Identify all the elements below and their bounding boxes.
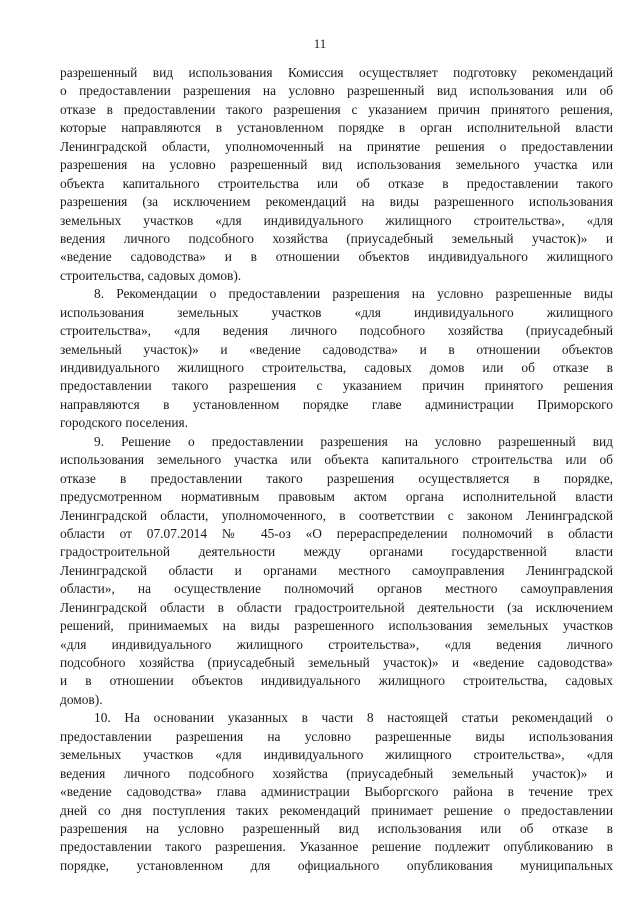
text-line: предусмотренном нормативным правовым актом органа исполнительной власти xyxy=(60,489,613,505)
text-line: «ведение садоводства» и в отношении объектов индивидуального жилищного xyxy=(60,249,613,265)
text-line: «для индивидуального жилищного строительства», «для ведения личного xyxy=(60,636,613,652)
text-line: о предоставлении разрешения на условно разрешенный вид использования или об xyxy=(60,83,613,99)
text-line: порядке, установленном для официального опубликования муниципальных xyxy=(60,857,613,873)
text-line: разрешенный вид использования Комиссия осуществляет подготовку рекомендаций xyxy=(60,65,613,80)
text-line: земельных участков «для индивидуального жилищного строительства», «для xyxy=(60,212,613,228)
text-line: области от 07.07.2014 № 45-оз «О перераспределении полномочий в области xyxy=(60,525,613,541)
text-line: ведения личного подсобного хозяйства (приусадебный земельный участок)» и xyxy=(60,230,613,246)
text-line: Ленинградской области, уполномоченного, в соответствии с законом Ленинградской xyxy=(60,507,613,523)
text-line: ведения личного подсобного хозяйства (приусадебный земельный участок)» и xyxy=(60,765,613,781)
text-line: земельных участков «для индивидуального жилищного строительства», «для xyxy=(60,747,613,763)
text-line: подсобного хозяйства (приусадебный земельный участок)» и «ведение садоводства» xyxy=(60,655,613,670)
text-line: «ведение садоводства» глава администрации Выборгского района в течение трех xyxy=(60,784,613,800)
text-line: объекта капитального строительства или об отказе в предоставлении такого xyxy=(60,175,613,191)
text-line: использования земельных участков «для индивидуального жилищного xyxy=(60,304,613,320)
text-line: разрешения (за исключением рекомендаций на виды разрешенного использования xyxy=(60,194,613,210)
text-line: отказе в предоставлении такого разрешения осуществляется в порядке, xyxy=(60,470,613,486)
paragraph-first-line: 10. На основании указанных в части 8 настоящей статьи рекомендаций о xyxy=(94,710,613,726)
text-line: направляются в установленном порядке главе администрации Приморского xyxy=(60,396,613,412)
text-line: домов). xyxy=(60,691,103,707)
text-line: дней со дня поступления таких рекомендаций принимает решение о предоставлении xyxy=(60,802,613,818)
paragraph-first-line: 8. Рекомендации о предоставлении разрешения на условно разрешенные виды xyxy=(94,286,613,302)
text-line: строительства», «для ведения личного подсобного хозяйства (приусадебный xyxy=(60,323,613,339)
text-line: строительства, садовых домов). xyxy=(60,267,242,283)
text-line: Ленинградской области, уполномоченный на принятие решения о предоставлении xyxy=(60,138,613,154)
text-line: разрешения на условно разрешенный вид использования или об отказе в xyxy=(60,820,613,836)
text-line: разрешения на условно разрешенный вид использования земельного участка или xyxy=(60,157,613,173)
text-line: области», на осуществление полномочий органов местного самоуправления xyxy=(60,581,613,597)
text-line: городского поселения. xyxy=(60,415,189,431)
text-line: земельный участок)» и «ведение садоводства» и в отношении объектов xyxy=(60,341,613,357)
text-line: предоставлении такого разрешения с указанием причин принятого решения xyxy=(60,378,613,394)
text-line: и в отношении объектов индивидуального жилищного строительства, садовых xyxy=(60,673,613,689)
text-line: градостроительной деятельности между органами государственной власти xyxy=(60,544,613,560)
text-line: предоставлении такого разрешения. Указанное решение подлежит опубликованию в xyxy=(60,839,613,855)
page-number: 11 xyxy=(313,36,327,51)
text-line: индивидуального жилищного строительства, садовых домов или об отказе в xyxy=(60,360,613,375)
text-line: предоставлении разрешения на условно разрешенные виды использования xyxy=(60,728,613,744)
paragraph-first-line: 9. Решение о предоставлении разрешения на условно разрешенный вид xyxy=(94,433,613,449)
text-line: решений, принимаемых на виды разрешенного использования земельных участков xyxy=(60,618,613,634)
text-line: Ленинградской области в области градостроительной деятельности (за исключением xyxy=(60,599,613,615)
text-line: Ленинградской области и органами местного самоуправления Ленинградской xyxy=(60,562,613,578)
text-line: использования земельного участка или объекта капитального строительства или об xyxy=(60,452,613,468)
text-line: отказе в предоставлении такого разрешения с указанием причин принятого решения, xyxy=(60,101,613,117)
document-body xyxy=(60,64,613,875)
text-line: которые направляются в установленном порядке в орган исполнительной власти xyxy=(60,120,613,136)
